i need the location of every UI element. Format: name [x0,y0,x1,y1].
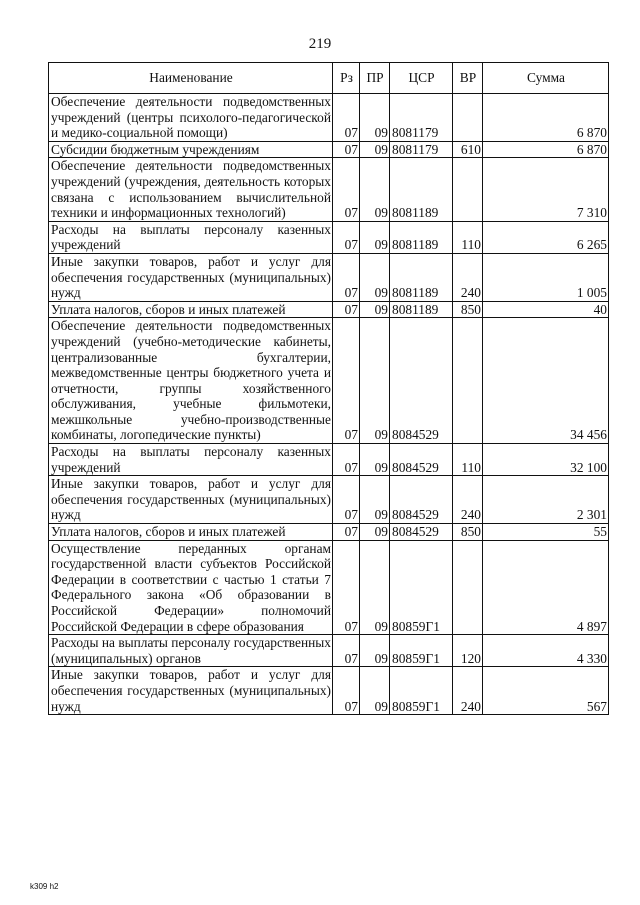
row-csr: 8084529 [390,444,453,476]
row-vr: 120 [453,635,483,667]
row-vr [453,540,483,635]
header-rz: Рз [333,63,360,94]
row-vr: 110 [453,444,483,476]
row-vr: 850 [453,301,483,318]
row-name: Обеспечение деятельности подведомственных учреждений (центры психолого-педагогической и медико-социальной помощи) [49,94,333,142]
row-name: Уплата налогов, сборов и иных платежей [49,301,333,318]
budget-table [48,62,609,715]
row-name: Осуществление переданных органам государственной власти субъектов Российской Федерации в соответствии с частью 1 статьи 7 Федерального закона «Об образовании в Российской Федерации» полномочий Российской Федерации в сфере образования [49,540,333,635]
row-sum: 2 301 [483,476,609,524]
row-sum: 1 005 [483,253,609,301]
row-name: Расходы на выплаты персоналу государственных (муниципальных) органов [49,635,333,667]
row-pr: 09 [360,141,390,158]
table-row [49,141,609,158]
row-sum: 6 870 [483,94,609,142]
row-pr: 09 [360,318,390,444]
row-name: Уплата налогов, сборов и иных платежей [49,524,333,541]
row-sum: 55 [483,524,609,541]
row-pr: 09 [360,635,390,667]
row-pr: 09 [360,524,390,541]
header-vr: ВР [453,63,483,94]
row-pr: 09 [360,476,390,524]
row-vr: 850 [453,524,483,541]
page-number: 219 [308,36,332,52]
row-pr: 09 [360,540,390,635]
row-rz: 07 [333,318,360,444]
row-name: Расходы на выплаты персоналу казенных учреждений [49,221,333,253]
row-pr: 09 [360,158,390,221]
table-row [49,301,609,318]
row-rz: 07 [333,221,360,253]
table-row [49,524,609,541]
row-rz: 07 [333,158,360,221]
row-name: Обеспечение деятельности подведомственных учреждений (учебно-методические кабинеты, централизованные бухгалтерии, межведомственные центры бюджетного учета и отчетности, группы хозяйственного обслуживания, учебные фильмотеки, межшкольные учебно-производственные комбинаты, логопедические пункты) [49,318,333,444]
table-row [49,221,609,253]
row-sum: 6 265 [483,221,609,253]
row-vr [453,158,483,221]
row-pr: 09 [360,667,390,715]
row-pr: 09 [360,444,390,476]
row-rz: 07 [333,524,360,541]
row-rz: 07 [333,253,360,301]
row-name: Иные закупки товаров, работ и услуг для обеспечения государственных (муниципальных) нужд [49,253,333,301]
row-rz: 07 [333,667,360,715]
row-sum: 6 870 [483,141,609,158]
row-rz: 07 [333,94,360,142]
row-csr: 8081189 [390,253,453,301]
row-vr: 110 [453,221,483,253]
footer-code: k309 h2 [30,882,59,891]
header-name: Наименование [49,63,333,94]
row-vr [453,94,483,142]
header-sum: Сумма [483,63,609,94]
row-rz: 07 [333,141,360,158]
row-sum: 32 100 [483,444,609,476]
row-vr [453,318,483,444]
row-csr: 8081179 [390,141,453,158]
row-sum: 4 330 [483,635,609,667]
row-csr: 8081189 [390,301,453,318]
row-name: Иные закупки товаров, работ и услуг для обеспечения государственных (муниципальных) нужд [49,476,333,524]
row-csr: 8084529 [390,476,453,524]
row-sum: 567 [483,667,609,715]
row-vr: 240 [453,667,483,715]
row-pr: 09 [360,221,390,253]
row-name: Расходы на выплаты персоналу казенных учреждений [49,444,333,476]
table-row [49,253,609,301]
row-vr: 610 [453,141,483,158]
row-vr: 240 [453,476,483,524]
table-row [49,635,609,667]
table-row [49,667,609,715]
row-sum: 40 [483,301,609,318]
row-csr: 8081189 [390,158,453,221]
row-pr: 09 [360,253,390,301]
row-csr: 8084529 [390,524,453,541]
row-csr: 80859Г1 [390,635,453,667]
row-name: Обеспечение деятельности подведомственных учреждений (учреждения, деятельность которых связана с использованием вычислительной техники и информационных технологий) [49,158,333,221]
row-csr: 8081189 [390,221,453,253]
header-csr: ЦСР [390,63,453,94]
row-rz: 07 [333,476,360,524]
table-row [49,94,609,142]
row-rz: 07 [333,301,360,318]
row-pr: 09 [360,94,390,142]
row-csr: 80859Г1 [390,667,453,715]
row-rz: 07 [333,540,360,635]
table-header-row [49,63,609,94]
row-vr: 240 [453,253,483,301]
row-rz: 07 [333,444,360,476]
table-row [49,158,609,221]
row-pr: 09 [360,301,390,318]
table-row [49,540,609,635]
row-sum: 7 310 [483,158,609,221]
table-row [49,444,609,476]
row-csr: 8081179 [390,94,453,142]
row-name: Иные закупки товаров, работ и услуг для обеспечения государственных (муниципальных) нужд [49,667,333,715]
row-name: Субсидии бюджетным учреждениям [49,141,333,158]
row-sum: 4 897 [483,540,609,635]
header-pr: ПР [360,63,390,94]
table-row [49,318,609,444]
table-row [49,476,609,524]
row-csr: 8084529 [390,318,453,444]
row-rz: 07 [333,635,360,667]
row-sum: 34 456 [483,318,609,444]
row-csr: 80859Г1 [390,540,453,635]
